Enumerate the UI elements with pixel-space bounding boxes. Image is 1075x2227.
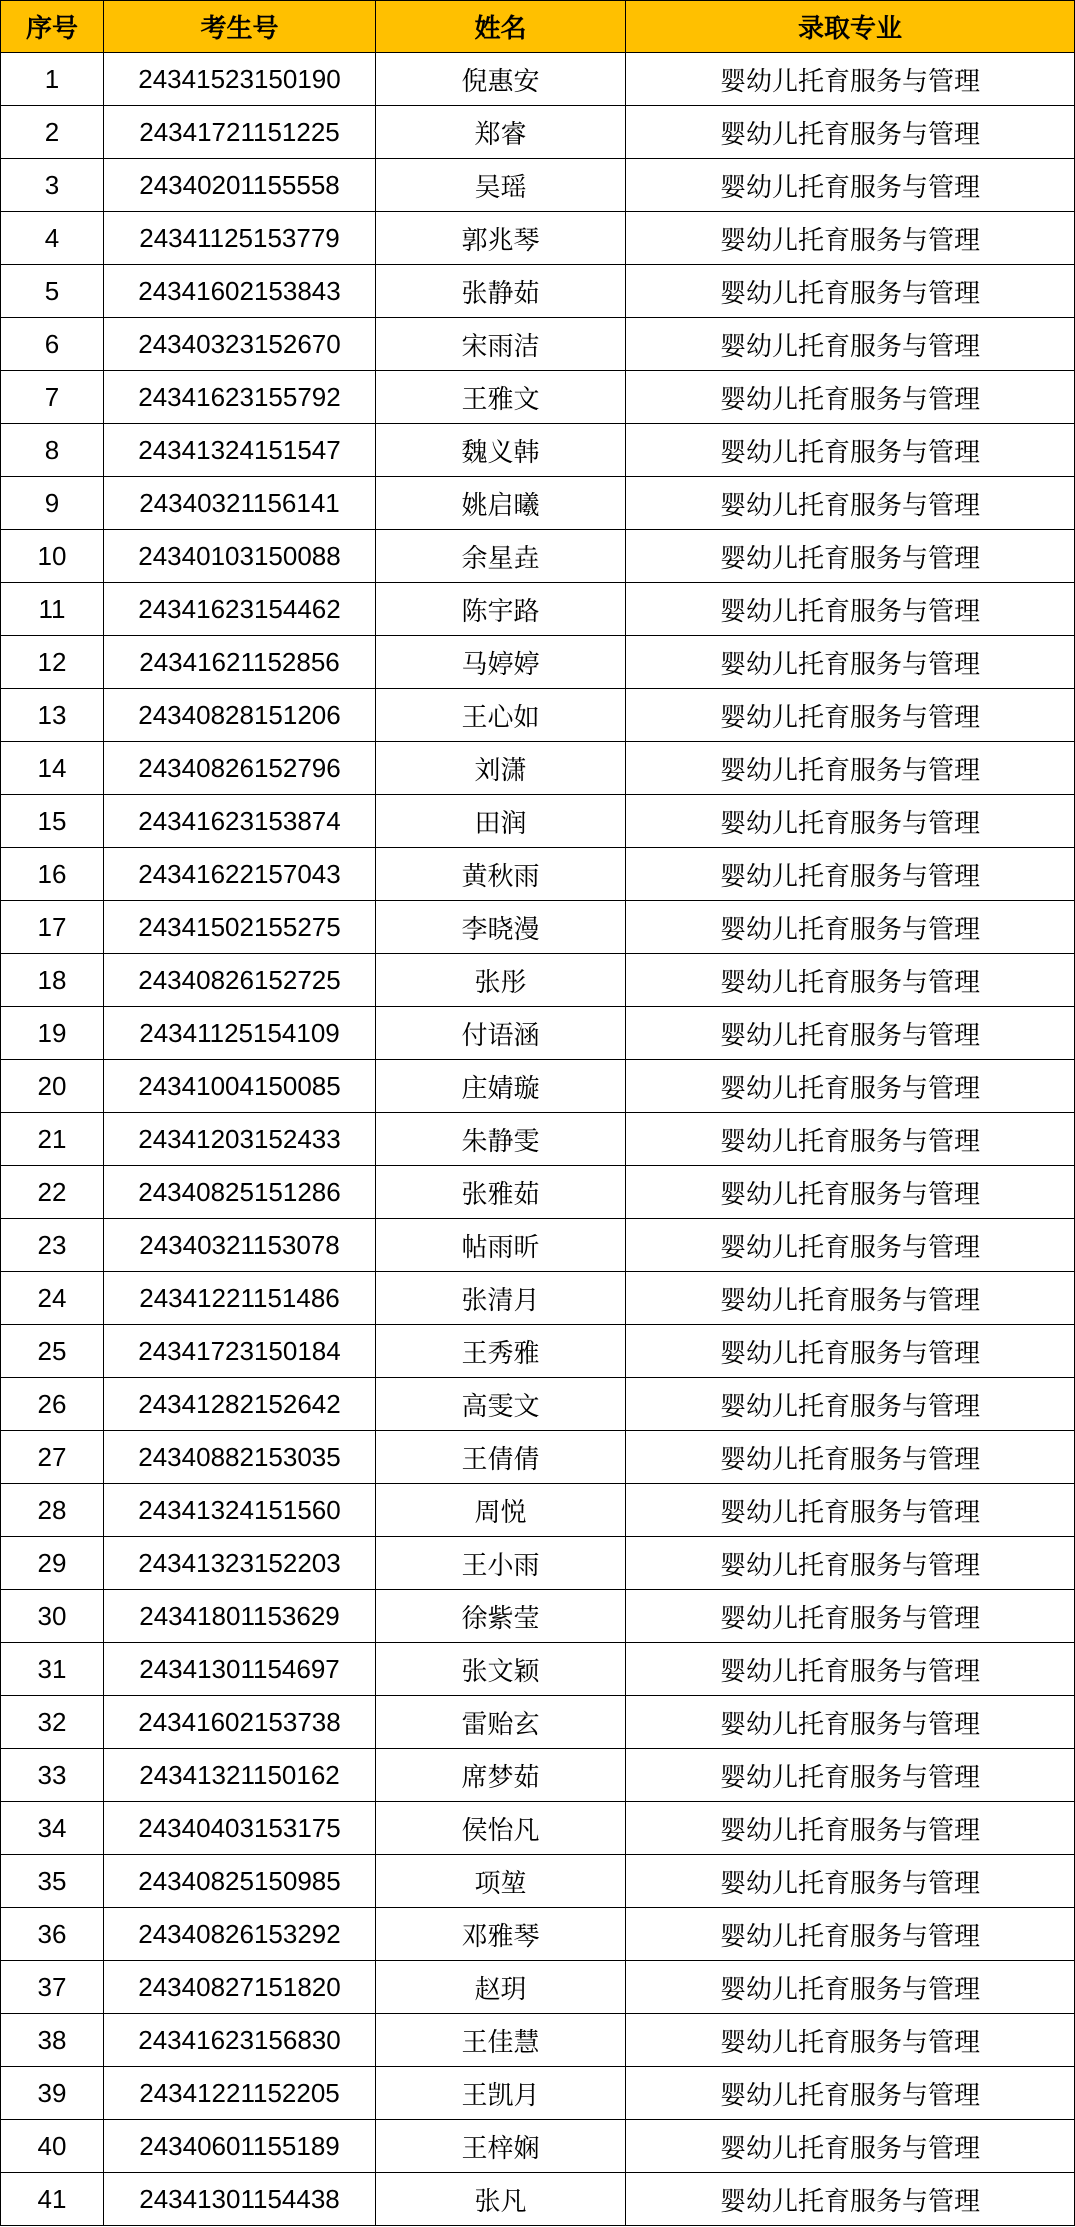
cell-major: 婴幼儿托育服务与管理 (626, 2067, 1075, 2120)
table-row (1, 1325, 1075, 1378)
cell-major: 婴幼儿托育服务与管理 (626, 1590, 1075, 1643)
cell-name: 李晓漫 (376, 901, 626, 954)
table-row (1, 1590, 1075, 1643)
cell-seq: 4 (1, 212, 104, 265)
cell-name: 马婷婷 (376, 636, 626, 689)
cell-name: 张静茹 (376, 265, 626, 318)
table-row (1, 1378, 1075, 1431)
cell-exam-id: 24341623155792 (104, 371, 376, 424)
table-row (1, 530, 1075, 583)
cell-seq: 10 (1, 530, 104, 583)
cell-seq: 8 (1, 424, 104, 477)
cell-seq: 39 (1, 2067, 104, 2120)
cell-exam-id: 24341221152205 (104, 2067, 376, 2120)
cell-seq: 21 (1, 1113, 104, 1166)
cell-name: 张清月 (376, 1272, 626, 1325)
cell-seq: 17 (1, 901, 104, 954)
cell-seq: 16 (1, 848, 104, 901)
cell-seq: 38 (1, 2014, 104, 2067)
cell-major: 婴幼儿托育服务与管理 (626, 2014, 1075, 2067)
cell-name: 魏义韩 (376, 424, 626, 477)
cell-seq: 27 (1, 1431, 104, 1484)
cell-exam-id: 24341282152642 (104, 1378, 376, 1431)
cell-name: 张文颖 (376, 1643, 626, 1696)
cell-major: 婴幼儿托育服务与管理 (626, 53, 1075, 106)
cell-seq: 14 (1, 742, 104, 795)
table-row (1, 1113, 1075, 1166)
cell-seq: 20 (1, 1060, 104, 1113)
cell-major: 婴幼儿托育服务与管理 (626, 530, 1075, 583)
cell-seq: 24 (1, 1272, 104, 1325)
cell-exam-id: 24340828151206 (104, 689, 376, 742)
cell-name: 王佳慧 (376, 2014, 626, 2067)
cell-exam-id: 24341801153629 (104, 1590, 376, 1643)
table-row (1, 1961, 1075, 2014)
cell-seq: 11 (1, 583, 104, 636)
cell-major: 婴幼儿托育服务与管理 (626, 1378, 1075, 1431)
cell-seq: 28 (1, 1484, 104, 1537)
cell-exam-id: 24340826152796 (104, 742, 376, 795)
table-row (1, 954, 1075, 1007)
cell-major: 婴幼儿托育服务与管理 (626, 583, 1075, 636)
table-row (1, 2173, 1075, 2226)
cell-seq: 34 (1, 1802, 104, 1855)
cell-exam-id: 24341602153843 (104, 265, 376, 318)
cell-major: 婴幼儿托育服务与管理 (626, 1166, 1075, 1219)
cell-name: 王倩倩 (376, 1431, 626, 1484)
cell-seq: 19 (1, 1007, 104, 1060)
cell-seq: 33 (1, 1749, 104, 1802)
cell-exam-id: 24341125153779 (104, 212, 376, 265)
cell-exam-id: 24341623153874 (104, 795, 376, 848)
cell-seq: 13 (1, 689, 104, 742)
cell-name: 邓雅琴 (376, 1908, 626, 1961)
cell-name: 田润 (376, 795, 626, 848)
table-row (1, 265, 1075, 318)
cell-exam-id: 24340826152725 (104, 954, 376, 1007)
cell-major: 婴幼儿托育服务与管理 (626, 689, 1075, 742)
cell-name: 张凡 (376, 2173, 626, 2226)
header-exam-id: 考生号 (104, 1, 376, 53)
cell-seq: 3 (1, 159, 104, 212)
header-name: 姓名 (376, 1, 626, 53)
cell-major: 婴幼儿托育服务与管理 (626, 1060, 1075, 1113)
cell-seq: 31 (1, 1643, 104, 1696)
cell-major: 婴幼儿托育服务与管理 (626, 1272, 1075, 1325)
cell-major: 婴幼儿托育服务与管理 (626, 318, 1075, 371)
cell-name: 余星垚 (376, 530, 626, 583)
cell-name: 王雅文 (376, 371, 626, 424)
table-row (1, 2120, 1075, 2173)
cell-seq: 23 (1, 1219, 104, 1272)
cell-name: 赵玥 (376, 1961, 626, 2014)
cell-major: 婴幼儿托育服务与管理 (626, 1113, 1075, 1166)
cell-name: 席梦茹 (376, 1749, 626, 1802)
cell-exam-id: 24341323152203 (104, 1537, 376, 1590)
cell-exam-id: 24341623156830 (104, 2014, 376, 2067)
cell-seq: 1 (1, 53, 104, 106)
cell-seq: 36 (1, 1908, 104, 1961)
table-row (1, 1537, 1075, 1590)
cell-major: 婴幼儿托育服务与管理 (626, 1749, 1075, 1802)
header-seq: 序号 (1, 1, 104, 53)
cell-seq: 37 (1, 1961, 104, 2014)
cell-seq: 26 (1, 1378, 104, 1431)
cell-major: 婴幼儿托育服务与管理 (626, 1537, 1075, 1590)
cell-exam-id: 24341125154109 (104, 1007, 376, 1060)
cell-seq: 25 (1, 1325, 104, 1378)
table-row (1, 795, 1075, 848)
cell-seq: 7 (1, 371, 104, 424)
cell-exam-id: 24341004150085 (104, 1060, 376, 1113)
table-row (1, 318, 1075, 371)
cell-name: 郭兆琴 (376, 212, 626, 265)
table-row (1, 106, 1075, 159)
cell-name: 张雅茹 (376, 1166, 626, 1219)
table-body (1, 53, 1075, 2226)
cell-name: 郑睿 (376, 106, 626, 159)
cell-exam-id: 24341203152433 (104, 1113, 376, 1166)
cell-exam-id: 24341623154462 (104, 583, 376, 636)
cell-major: 婴幼儿托育服务与管理 (626, 1643, 1075, 1696)
cell-name: 高雯文 (376, 1378, 626, 1431)
cell-exam-id: 24340403153175 (104, 1802, 376, 1855)
table-row (1, 53, 1075, 106)
cell-name: 吴瑶 (376, 159, 626, 212)
table-row (1, 2067, 1075, 2120)
cell-name: 徐紫莹 (376, 1590, 626, 1643)
cell-name: 庄婧璇 (376, 1060, 626, 1113)
table-row (1, 1802, 1075, 1855)
cell-name: 王心如 (376, 689, 626, 742)
cell-name: 王秀雅 (376, 1325, 626, 1378)
cell-name: 雷贻玄 (376, 1696, 626, 1749)
cell-major: 婴幼儿托育服务与管理 (626, 477, 1075, 530)
table-row (1, 1855, 1075, 1908)
cell-major: 婴幼儿托育服务与管理 (626, 1219, 1075, 1272)
cell-name: 王凯月 (376, 2067, 626, 2120)
table-row (1, 424, 1075, 477)
cell-major: 婴幼儿托育服务与管理 (626, 424, 1075, 477)
cell-seq: 35 (1, 1855, 104, 1908)
table-row (1, 1484, 1075, 1537)
cell-name: 宋雨洁 (376, 318, 626, 371)
cell-major: 婴幼儿托育服务与管理 (626, 636, 1075, 689)
table-row (1, 1166, 1075, 1219)
cell-name: 侯怡凡 (376, 1802, 626, 1855)
table-row (1, 742, 1075, 795)
cell-seq: 9 (1, 477, 104, 530)
cell-major: 婴幼儿托育服务与管理 (626, 1961, 1075, 2014)
cell-name: 王梓娴 (376, 2120, 626, 2173)
cell-exam-id: 24341622157043 (104, 848, 376, 901)
cell-exam-id: 24341523150190 (104, 53, 376, 106)
cell-exam-id: 24341602153738 (104, 1696, 376, 1749)
table-row (1, 636, 1075, 689)
cell-seq: 40 (1, 2120, 104, 2173)
cell-major: 婴幼儿托育服务与管理 (626, 371, 1075, 424)
cell-major: 婴幼儿托育服务与管理 (626, 1007, 1075, 1060)
cell-exam-id: 24340103150088 (104, 530, 376, 583)
cell-major: 婴幼儿托育服务与管理 (626, 742, 1075, 795)
cell-major: 婴幼儿托育服务与管理 (626, 159, 1075, 212)
cell-major: 婴幼儿托育服务与管理 (626, 212, 1075, 265)
table-row (1, 689, 1075, 742)
table-row (1, 2014, 1075, 2067)
header-row (1, 1, 1075, 53)
cell-name: 周悦 (376, 1484, 626, 1537)
cell-exam-id: 24341324151547 (104, 424, 376, 477)
cell-name: 张彤 (376, 954, 626, 1007)
cell-name: 帖雨昕 (376, 1219, 626, 1272)
table-row (1, 159, 1075, 212)
cell-major: 婴幼儿托育服务与管理 (626, 1325, 1075, 1378)
cell-seq: 5 (1, 265, 104, 318)
cell-name: 陈宇路 (376, 583, 626, 636)
table-row (1, 212, 1075, 265)
cell-major: 婴幼儿托育服务与管理 (626, 265, 1075, 318)
table-row (1, 1643, 1075, 1696)
table-header (1, 1, 1075, 53)
cell-seq: 15 (1, 795, 104, 848)
cell-exam-id: 24340321153078 (104, 1219, 376, 1272)
table-row (1, 1219, 1075, 1272)
cell-seq: 22 (1, 1166, 104, 1219)
cell-exam-id: 24341621152856 (104, 636, 376, 689)
table-row (1, 901, 1075, 954)
cell-major: 婴幼儿托育服务与管理 (626, 1431, 1075, 1484)
cell-name: 黄秋雨 (376, 848, 626, 901)
cell-exam-id: 24340321156141 (104, 477, 376, 530)
cell-seq: 30 (1, 1590, 104, 1643)
cell-major: 婴幼儿托育服务与管理 (626, 954, 1075, 1007)
cell-exam-id: 24340601155189 (104, 2120, 376, 2173)
cell-major: 婴幼儿托育服务与管理 (626, 848, 1075, 901)
table-row (1, 1060, 1075, 1113)
cell-major: 婴幼儿托育服务与管理 (626, 795, 1075, 848)
cell-seq: 12 (1, 636, 104, 689)
table-row (1, 371, 1075, 424)
cell-name: 倪惠安 (376, 53, 626, 106)
table-row (1, 1908, 1075, 1961)
cell-exam-id: 24341502155275 (104, 901, 376, 954)
cell-major: 婴幼儿托育服务与管理 (626, 2120, 1075, 2173)
cell-seq: 32 (1, 1696, 104, 1749)
cell-seq: 18 (1, 954, 104, 1007)
cell-major: 婴幼儿托育服务与管理 (626, 1855, 1075, 1908)
cell-exam-id: 24341723150184 (104, 1325, 376, 1378)
cell-name: 姚启曦 (376, 477, 626, 530)
cell-major: 婴幼儿托育服务与管理 (626, 2173, 1075, 2226)
cell-exam-id: 24341321150162 (104, 1749, 376, 1802)
cell-major: 婴幼儿托育服务与管理 (626, 106, 1075, 159)
cell-seq: 6 (1, 318, 104, 371)
cell-major: 婴幼儿托育服务与管理 (626, 1696, 1075, 1749)
table-row (1, 1749, 1075, 1802)
cell-name: 朱静雯 (376, 1113, 626, 1166)
table-row (1, 1007, 1075, 1060)
cell-exam-id: 24341221151486 (104, 1272, 376, 1325)
table-row (1, 1696, 1075, 1749)
table-row (1, 477, 1075, 530)
header-major: 录取专业 (626, 1, 1075, 53)
cell-major: 婴幼儿托育服务与管理 (626, 1484, 1075, 1537)
cell-name: 王小雨 (376, 1537, 626, 1590)
cell-exam-id: 24340827151820 (104, 1961, 376, 2014)
cell-seq: 41 (1, 2173, 104, 2226)
cell-seq: 2 (1, 106, 104, 159)
cell-major: 婴幼儿托育服务与管理 (626, 1802, 1075, 1855)
cell-exam-id: 24340825150985 (104, 1855, 376, 1908)
cell-exam-id: 24341324151560 (104, 1484, 376, 1537)
cell-exam-id: 24341301154697 (104, 1643, 376, 1696)
table-row (1, 848, 1075, 901)
cell-exam-id: 24340825151286 (104, 1166, 376, 1219)
cell-major: 婴幼儿托育服务与管理 (626, 901, 1075, 954)
cell-exam-id: 24341301154438 (104, 2173, 376, 2226)
cell-exam-id: 24340882153035 (104, 1431, 376, 1484)
cell-name: 刘潇 (376, 742, 626, 795)
table-row (1, 1272, 1075, 1325)
cell-exam-id: 24340826153292 (104, 1908, 376, 1961)
cell-exam-id: 24341721151225 (104, 106, 376, 159)
cell-exam-id: 24340201155558 (104, 159, 376, 212)
cell-exam-id: 24340323152670 (104, 318, 376, 371)
table-row (1, 583, 1075, 636)
cell-name: 付语涵 (376, 1007, 626, 1060)
table-row (1, 1431, 1075, 1484)
cell-name: 项堃 (376, 1855, 626, 1908)
cell-major: 婴幼儿托育服务与管理 (626, 1908, 1075, 1961)
cell-seq: 29 (1, 1537, 104, 1590)
